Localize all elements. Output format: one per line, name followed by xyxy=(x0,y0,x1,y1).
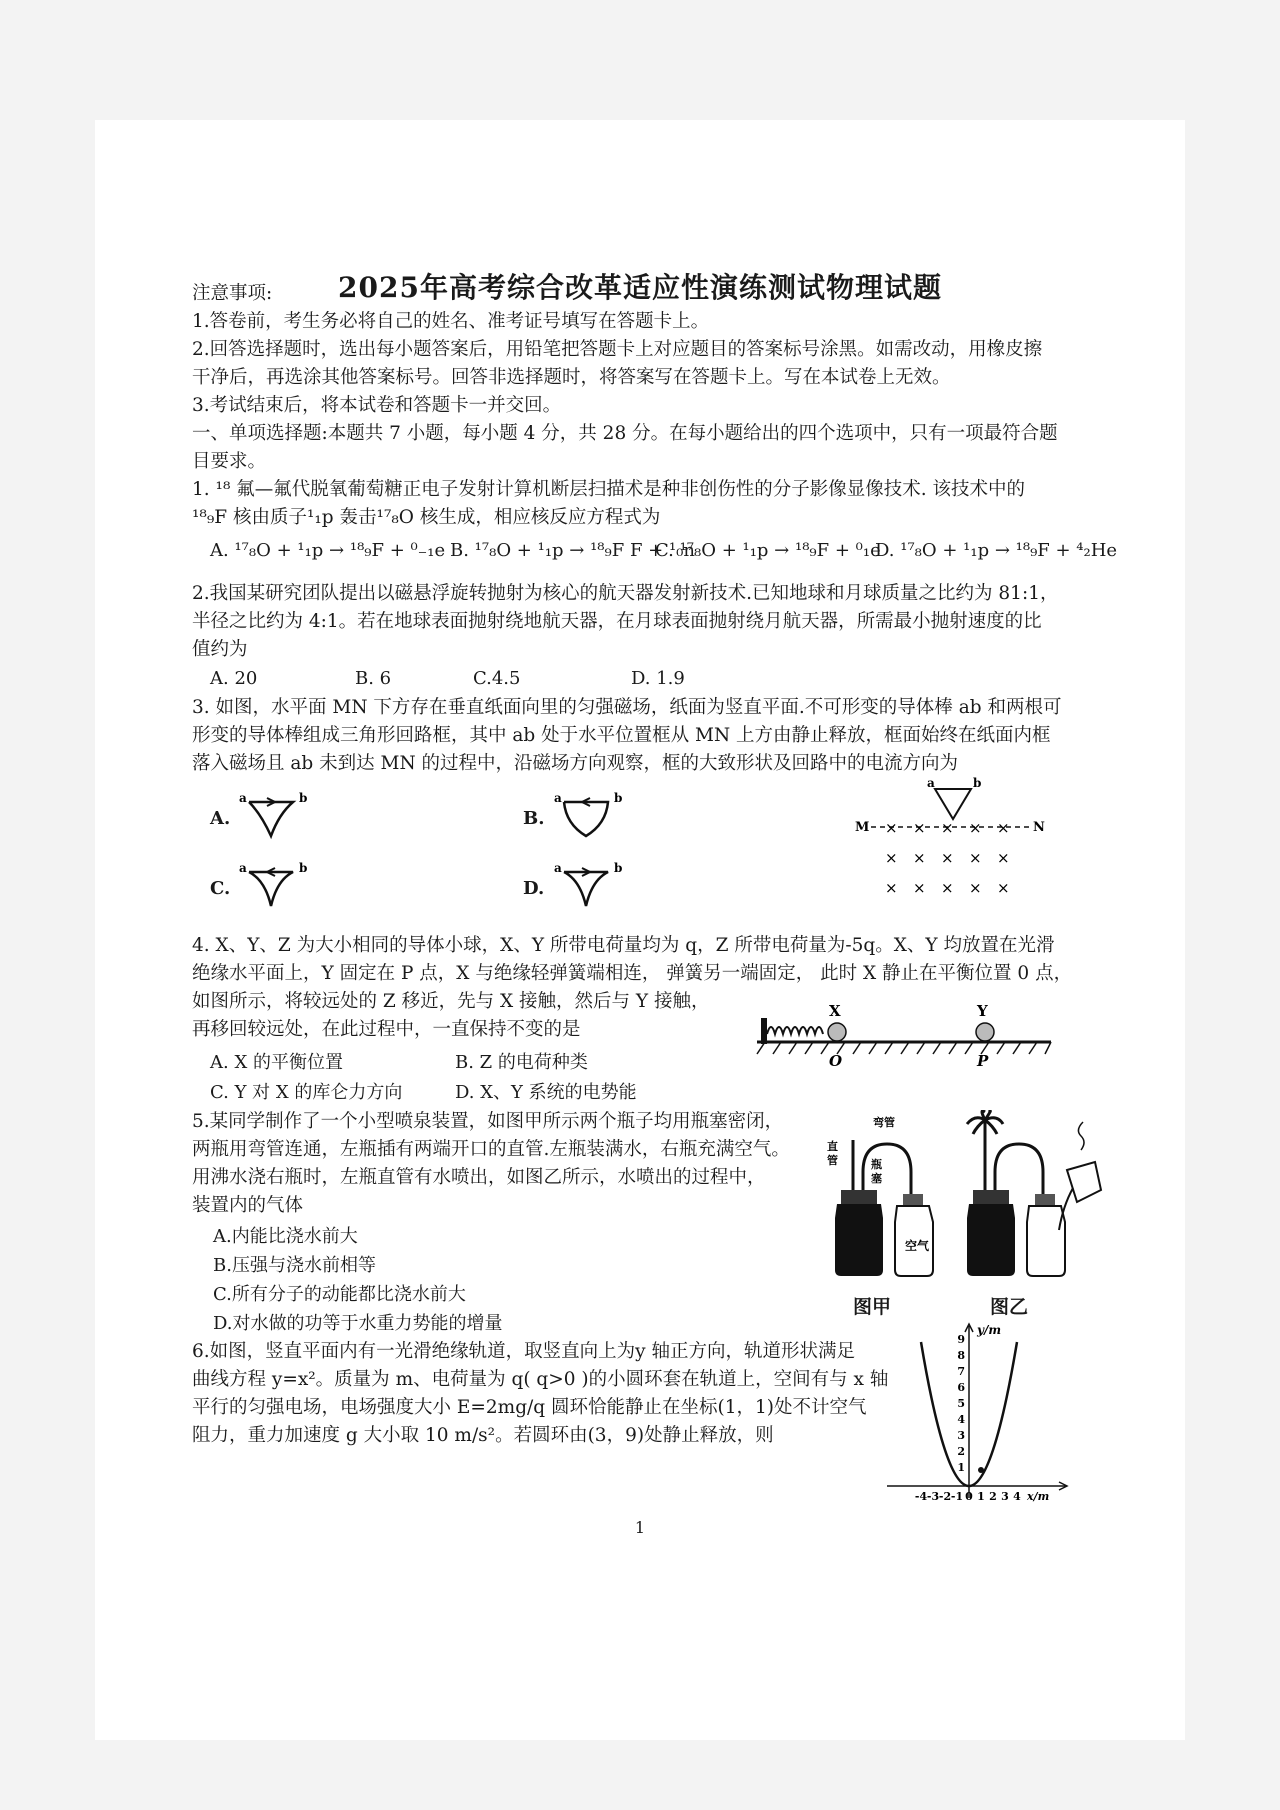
q3-stem-line-1: 3. 如图，水平面 MN 下方存在垂直纸面向里的匀强磁场，纸面为竖直平面.不可形变的导体棒 ab 和两根可 xyxy=(192,697,1062,718)
svg-text:×: × xyxy=(969,819,982,837)
svg-text:×: × xyxy=(997,879,1010,897)
svg-text:×: × xyxy=(941,819,954,837)
section-heading: 一、单项选择题:本题共 7 小题，每小题 4 分，共 28 分。在每小题给出的四个选项中，只有一项最符合题 xyxy=(192,423,1058,444)
q4-stem-line-4: 再移回较远处，在此过程中，一直保持不变的是 xyxy=(192,1019,581,1040)
q6-stem-line-3: 平行的匀强电场，电场强度大小 E=2mg/q 圆环恰能静止在坐标(1，1)处不计空气 xyxy=(192,1397,867,1418)
q5-stem-line-1: 5.某同学制作了一个小型喷泉装置，如图甲所示两个瓶子均用瓶塞密闭， xyxy=(192,1111,784,1132)
q3-c-label-a: a xyxy=(239,861,247,875)
svg-text:5: 5 xyxy=(957,1397,965,1410)
q4-option-a: A. X 的平衡位置 xyxy=(210,1052,343,1073)
q3-a-label-b: b xyxy=(299,791,308,805)
svg-text:-2: -2 xyxy=(938,1490,952,1503)
q5-stem-line-4: 装置内的气体 xyxy=(192,1195,304,1216)
q2-option-c: C.4.5 xyxy=(473,668,521,689)
q4-spring-figure xyxy=(755,1000,1055,1070)
q1-option-d: D. ¹⁷₈O + ¹₁p → ¹⁸₉F + ⁴₂He xyxy=(875,540,1118,561)
q5-label-straight-1: 直 xyxy=(827,1140,838,1153)
svg-text:2: 2 xyxy=(989,1490,997,1503)
svg-text:-3: -3 xyxy=(926,1490,940,1503)
q3-a-label-a: a xyxy=(239,791,247,805)
q3-d-label-b: b xyxy=(614,861,623,875)
q2-option-a: A. 20 xyxy=(210,668,258,689)
q4-option-d: D. X、Y 系统的电势能 xyxy=(455,1082,637,1103)
notice-item-3: 3.考试结束后，将本试卷和答题卡一并交回。 xyxy=(192,395,562,416)
q5-label-air: 空气 xyxy=(905,1239,930,1253)
q4-stem-line-1: 4. X、Y、Z 为大小相同的导体小球，X、Y 所带电荷量均为 q，Z 所带电荷量为-5q。X、Y 均放置在光滑 xyxy=(192,935,1055,956)
q3-c-label-b: b xyxy=(299,861,308,875)
svg-text:2: 2 xyxy=(957,1445,965,1458)
svg-text:1: 1 xyxy=(977,1490,985,1503)
svg-text:×: × xyxy=(913,819,926,837)
svg-text:×: × xyxy=(885,879,898,897)
q4-stem-line-3: 如图所示，将较远处的 Z 移近，先与 X 接触，然后与 Y 接触， xyxy=(192,991,710,1012)
q3-option-d-label: D. xyxy=(523,878,545,899)
q3-label-n: N xyxy=(1033,820,1045,835)
notice-heading: 注意事项: xyxy=(192,283,273,304)
q6-stem-line-4: 阻力，重力加速度 g 大小取 10 m/s²。若圆环由(3，9)处静止释放，则 xyxy=(192,1425,774,1446)
svg-text:×: × xyxy=(997,849,1010,867)
svg-text:3: 3 xyxy=(957,1429,965,1442)
q3-option-b-label: B. xyxy=(523,808,545,829)
q3-label-m: M xyxy=(855,820,870,835)
svg-text:×: × xyxy=(969,849,982,867)
q1-option-b: B. ¹⁷₈O + ¹₁p → ¹⁸₉F F + ¹₀n xyxy=(450,540,695,561)
q1-option-a: A. ¹⁷₈O + ¹₁p → ¹⁸₉F + ⁰₋₁e xyxy=(210,540,446,561)
exam-page xyxy=(95,120,1185,1740)
q6-y-ticks xyxy=(957,1333,965,1474)
q5-label-stopper-1: 瓶 xyxy=(871,1158,882,1171)
section-heading-cont: 目要求。 xyxy=(192,451,267,472)
svg-text:×: × xyxy=(913,879,926,897)
q5-option-c: C.所有分子的动能都比浇水前大 xyxy=(213,1284,466,1305)
svg-text:7: 7 xyxy=(957,1365,965,1378)
q5-option-a: A.内能比浇水前大 xyxy=(213,1226,358,1247)
svg-text:4: 4 xyxy=(957,1413,965,1426)
q4-label-o: O xyxy=(829,1052,843,1070)
svg-text:×: × xyxy=(969,879,982,897)
svg-text:-1: -1 xyxy=(950,1490,964,1503)
q6-stem-line-2: 曲线方程 y=x²。质量为 m、电荷量为 q( q>0 )的小圆环套在轨道上，空间有与 x 轴 xyxy=(192,1369,889,1390)
q3-option-a-figure xyxy=(235,788,315,848)
magnetic-field-marks xyxy=(885,819,1010,897)
q4-option-b: B. Z 的电荷种类 xyxy=(455,1052,588,1073)
svg-text:-4: -4 xyxy=(914,1490,928,1503)
q3-stem-line-2: 形变的导体棒组成三角形回路框，其中 ab 处于水平位置框从 MN 上方由静止释放，框面始终在纸面内框 xyxy=(192,725,1051,746)
q1-stem-line-1: 1. ¹⁸ 氟—氟代脱氧葡萄糖正电子发射计算机断层扫描术是种非创伤性的分子影像显像技术. 该技术中的 xyxy=(192,479,1026,500)
q6-x-ticks xyxy=(915,1490,1021,1503)
svg-text:×: × xyxy=(913,849,926,867)
q3-b-label-a: a xyxy=(554,791,562,805)
q5-stem-line-3: 用沸水浇右瓶时，左瓶直管有水喷出，如图乙所示，水喷出的过程中， xyxy=(192,1167,766,1188)
q2-option-d: D. 1.9 xyxy=(631,668,685,689)
q3-option-d-figure xyxy=(550,858,630,918)
svg-text:×: × xyxy=(885,819,898,837)
q6-stem-line-1: 6.如图，竖直平面内有一光滑绝缘轨道，取竖直向上为y 轴正方向，轨道形状满足 xyxy=(192,1341,855,1362)
svg-text:6: 6 xyxy=(957,1381,965,1394)
svg-text:8: 8 xyxy=(957,1349,965,1362)
q5-caption-yi: 图乙 xyxy=(990,1296,1029,1318)
q1-option-c: C. ¹⁷₈O + ¹₁p → ¹⁸₉F + ⁰₁e xyxy=(655,540,881,561)
q3-option-b-figure xyxy=(550,788,630,848)
q6-x-label: x/m xyxy=(1027,1490,1050,1503)
q5-stem-line-2: 两瓶用弯管连通，左瓶插有两端开口的直管.左瓶装满水，右瓶充满空气。 xyxy=(192,1139,790,1160)
q3-stem-line-3: 落入磁场且 ab 未到达 MN 的过程中，沿磁场方向观察，框的大致形状及回路中的电流方向为 xyxy=(192,753,959,774)
q5-option-d: D.对水做的功等于水重力势能的增量 xyxy=(213,1313,503,1334)
q5-label-straight-2: 管 xyxy=(827,1154,838,1167)
notice-item-2-cont: 干净后，再选涂其他答案标号。回答非选择题时，将答案写在答题卡上。写在本试卷上无效。 xyxy=(192,367,951,388)
notice-item-2: 2.回答选择题时，选出每小题答案后，用铅笔把答题卡上对应题目的答案标号涂黑。如需改动，用橡皮擦 xyxy=(192,339,1043,360)
q5-option-b: B.压强与浇水前相等 xyxy=(213,1255,376,1276)
exam-title: 2025年高考综合改革适应性演练测试物理试题 xyxy=(338,271,942,304)
q5-figure-jia xyxy=(825,1110,945,1290)
notice-item-1: 1.答卷前，考生务必将自己的姓名、准考证号填写在答题卡上。 xyxy=(192,311,710,332)
q6-parabola-figure xyxy=(883,1320,1083,1520)
svg-text:3: 3 xyxy=(1001,1490,1009,1503)
q2-stem-line-1: 2.我国某研究团队提出以磁悬浮旋转抛射为核心的航天器发射新技术.已知地球和月球质量之比约为 81:1， xyxy=(192,583,1059,604)
q2-option-b: B. 6 xyxy=(355,668,392,689)
q3-option-a-label: A. xyxy=(210,808,231,829)
q4-label-x: X xyxy=(829,1002,841,1020)
q4-label-p: P xyxy=(977,1052,989,1070)
q3-fig-label-a: a xyxy=(927,776,935,790)
q5-label-stopper-2: 塞 xyxy=(871,1172,882,1185)
q2-stem-line-2: 半径之比约为 4:1。若在地球表面抛射绕地航天器，在月球表面抛射绕月航天器，所需最小抛射速度的比 xyxy=(192,611,1042,632)
q4-option-c: C. Y 对 X 的库仑力方向 xyxy=(210,1082,403,1103)
q3-field-figure xyxy=(855,775,1055,925)
q5-label-bent: 弯管 xyxy=(873,1116,895,1129)
svg-text:×: × xyxy=(941,879,954,897)
q5-caption-jia: 图甲 xyxy=(853,1296,892,1318)
svg-text:9: 9 xyxy=(957,1333,965,1346)
q5-figure-yi xyxy=(955,1110,1105,1290)
q6-y-label: y/m xyxy=(977,1323,1002,1337)
svg-text:4: 4 xyxy=(1013,1490,1021,1503)
q3-option-c-figure xyxy=(235,858,315,918)
q3-d-label-a: a xyxy=(554,861,562,875)
svg-text:1: 1 xyxy=(957,1461,965,1474)
q3-b-label-b: b xyxy=(614,791,623,805)
svg-text:×: × xyxy=(885,849,898,867)
svg-text:0: 0 xyxy=(965,1490,973,1503)
svg-text:×: × xyxy=(941,849,954,867)
q1-stem-line-2: ¹⁸₉F 核由质子¹₁p 轰击¹⁷₈O 核生成，相应核反应方程式为 xyxy=(192,507,661,528)
q4-stem-line-2: 绝缘水平面上，Y 固定在 P 点，X 与绝缘轻弹簧端相连， 弹簧另一端固定， 此时 X 静止在平衡位置 0 点， xyxy=(192,963,1073,984)
svg-text:×: × xyxy=(997,819,1010,837)
page-number: 1 xyxy=(634,1518,646,1537)
q4-label-y: Y xyxy=(977,1002,988,1020)
q3-option-c-label: C. xyxy=(210,878,231,899)
q2-stem-line-3: 值约为 xyxy=(192,639,248,660)
q3-fig-label-b: b xyxy=(973,776,982,790)
